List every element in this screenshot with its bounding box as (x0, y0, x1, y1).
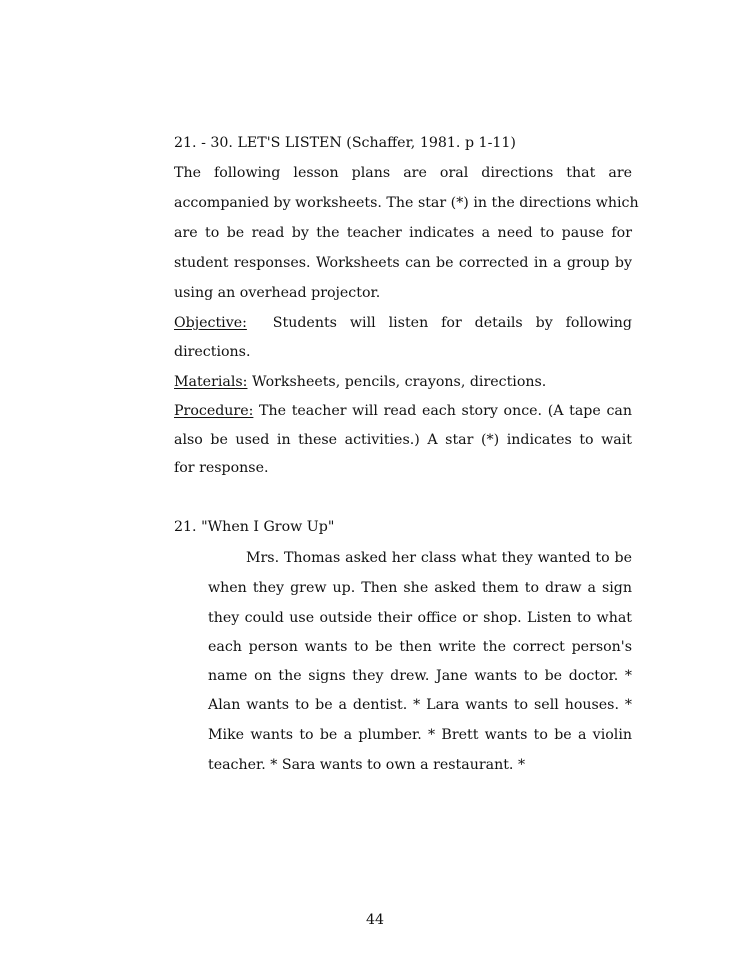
story-line-4: each person wants to be then write the correct person's (208, 639, 632, 655)
story-line-3: they could use outside their office or shop. Listen to what (208, 610, 632, 626)
section-heading: 21. - 30. LET'S LISTEN (Schaffer, 1981. p 1-11) (174, 135, 516, 151)
materials-label: Materials: (174, 374, 248, 390)
objective-line-1 (174, 313, 632, 333)
intro-line-4: student responses. Worksheets can be corrected in a group by (174, 255, 632, 271)
intro-line-3: are to be read by the teacher indicates a need to pause for (174, 225, 632, 241)
objective-line-2: directions. (174, 344, 251, 360)
story-title: 21. "When I Grow Up" (174, 519, 335, 535)
story-line-7: Mike wants to be a plumber. * Brett wants to be a violin (208, 727, 632, 743)
intro-line-1: The following lesson plans are oral directions that are (174, 165, 632, 181)
story-line-2: when they grew up. Then she asked them to draw a sign (208, 580, 632, 596)
story-line-5: name on the signs they drew. Jane wants to be doctor. * (208, 668, 632, 684)
procedure-line-1 (174, 401, 632, 421)
intro-line-2: accompanied by worksheets. The star (*) in the directions which (174, 195, 639, 211)
procedure-text: The teacher will read each story once. (A tape can (259, 403, 632, 419)
procedure-line-2: also be used in these activities.) A star (*) indicates to wait (174, 432, 632, 448)
intro-line-5: using an overhead projector. (174, 285, 381, 301)
story-line-6: Alan wants to be a dentist. * Lara wants to sell houses. * (208, 697, 632, 713)
procedure-line-3: for response. (174, 460, 269, 476)
materials-line (174, 372, 632, 392)
procedure-label: Procedure: (174, 403, 254, 419)
objective-text: Students will listen for details by following (272, 315, 632, 331)
story-line-8: teacher. * Sara wants to own a restaurant. * (208, 757, 526, 773)
page-number: 44 (365, 912, 385, 928)
story-line-1: Mrs. Thomas asked her class what they wanted to be (246, 550, 632, 566)
objective-label: Objective: (174, 315, 247, 331)
materials-text: Worksheets, pencils, crayons, directions. (251, 374, 547, 390)
